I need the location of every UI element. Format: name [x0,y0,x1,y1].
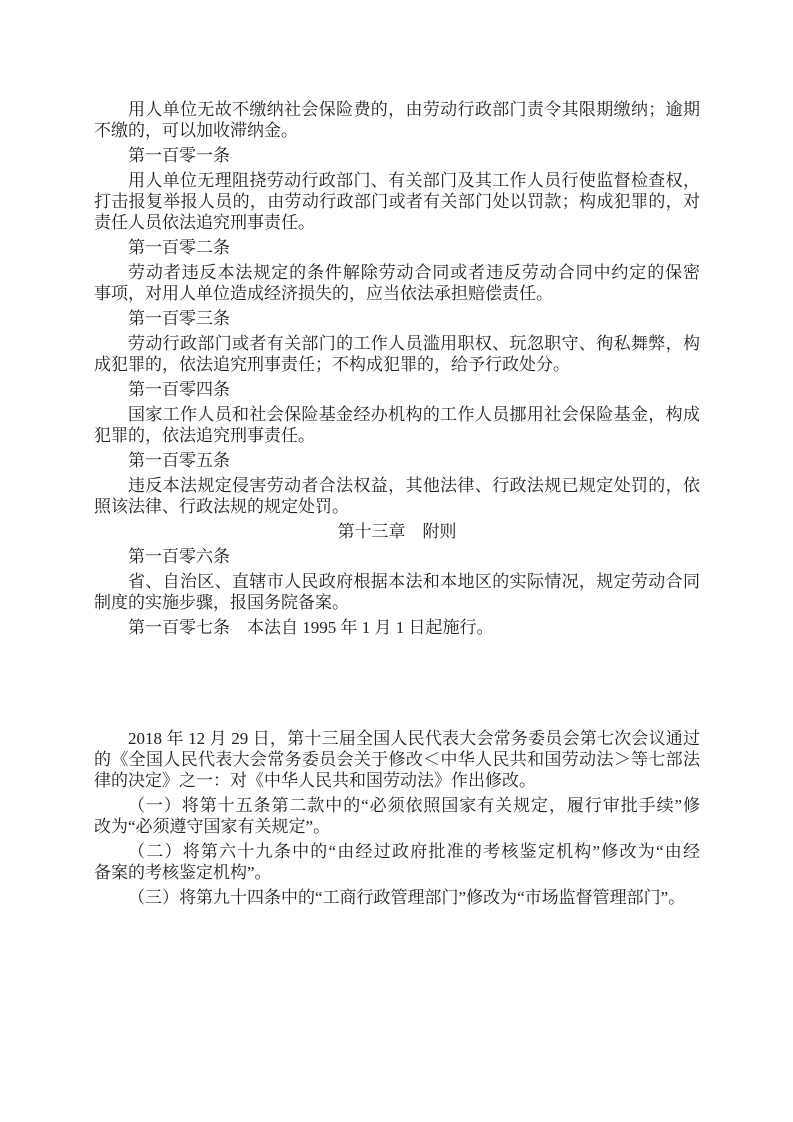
paragraph [94,145,700,166]
text-line: 责任人员依法追究刑事责任。 [94,213,315,232]
text-line: 制度的实施步骤，报国务院备案。 [94,593,349,612]
text-line: 第一百零四条 [128,380,230,399]
paragraph [94,170,700,233]
paragraph [94,333,700,375]
paragraph [94,308,700,329]
text-line: 犯罪的，依法追究刑事责任。 [94,426,315,445]
text-line: 改为“必须遵守国家有关规定”。 [94,817,331,836]
text-line: 第一百零六条 [128,547,230,566]
text-line: 第一百零五条 [128,451,230,470]
text-line: （一）将第十五条第二款中的“必须依照国家有关规定，履行审批手续”修 [128,796,700,815]
paragraph [94,404,700,446]
text-line: 省、自治区、直辖市人民政府根据本法和本地区的实际情况，规定劳动合同 [128,572,700,591]
text-line: 劳动者违反本法规定的条件解除劳动合同或者违反劳动合同中约定的保密 [128,263,700,282]
text-line: 打击报复举报人员的，由劳动行政部门或者有关部门处以罚款；构成犯罪的，对 [94,192,700,211]
paragraph [94,475,700,517]
text-line: 用人单位无理阻挠劳动行政部门、有关部门及其工作人员行使监督检查权， [128,171,700,190]
paragraph [94,379,700,400]
text-line: 律的决定》之一：对《中华人民共和国劳动法》作出修改。 [94,771,536,790]
chapter-heading [94,521,700,542]
paragraph [94,887,700,908]
text-line: 劳动行政部门或者有关部门的工作人员滥用职权、玩忽职守、徇私舞弊，构 [128,334,700,353]
text-line: 的《全国人民代表大会常务委员会关于修改＜中华人民共和国劳动法＞等七部法 [94,750,700,769]
text-line: 用人单位无故不缴纳社会保险费的，由劳动行政部门责令其限期缴纳；逾期 [128,100,700,119]
text-line: （二）将第六十九条中的“由经过政府批准的考核鉴定机构”修改为“由经 [128,842,700,861]
text-line: 国家工作人员和社会保险基金经办机构的工作人员挪用社会保险基金，构成 [128,405,700,424]
text-line: 备案的考核鉴定机构”。 [94,863,272,882]
paragraph [94,571,700,613]
text-line: 不缴的，可以加收滞纳金。 [94,121,298,140]
text-line: 第一百零七条 本法自 1995 年 1 月 1 日起施行。 [128,618,494,637]
paragraph [94,795,700,837]
text-line: 第一百零一条 [128,146,230,165]
paragraph [94,99,700,141]
text-line: 第一百零三条 [128,309,230,328]
text-line: 违反本法规定侵害劳动者合法权益，其他法律、行政法规已规定处罚的，依 [128,476,700,495]
paragraph [94,728,700,791]
text-line: 照该法律、行政法规的规定处罚。 [94,497,349,516]
text-line: （三）将第九十四条中的“工商行政管理部门”修改为“市场监督管理部门”。 [128,888,686,907]
paragraph [94,617,700,638]
text-line: 事项，对用人单位造成经济损失的，应当依法承担赔偿责任。 [94,284,553,303]
paragraph [94,237,700,258]
text-line: 成犯罪的，依法追究刑事责任；不构成犯罪的，给予行政处分。 [94,355,570,374]
text-line: 2018 年 12 月 29 日，第十三届全国人民代表大会常务委员会第七次会议通过 [128,729,700,748]
paragraph [94,841,700,883]
paragraph [94,450,700,471]
paragraph [94,546,700,567]
section-gap [94,638,700,724]
paragraph [94,262,700,304]
text-line: 第一百零二条 [128,238,230,257]
chapter-heading-line: 第十三章 附则 [337,522,457,541]
